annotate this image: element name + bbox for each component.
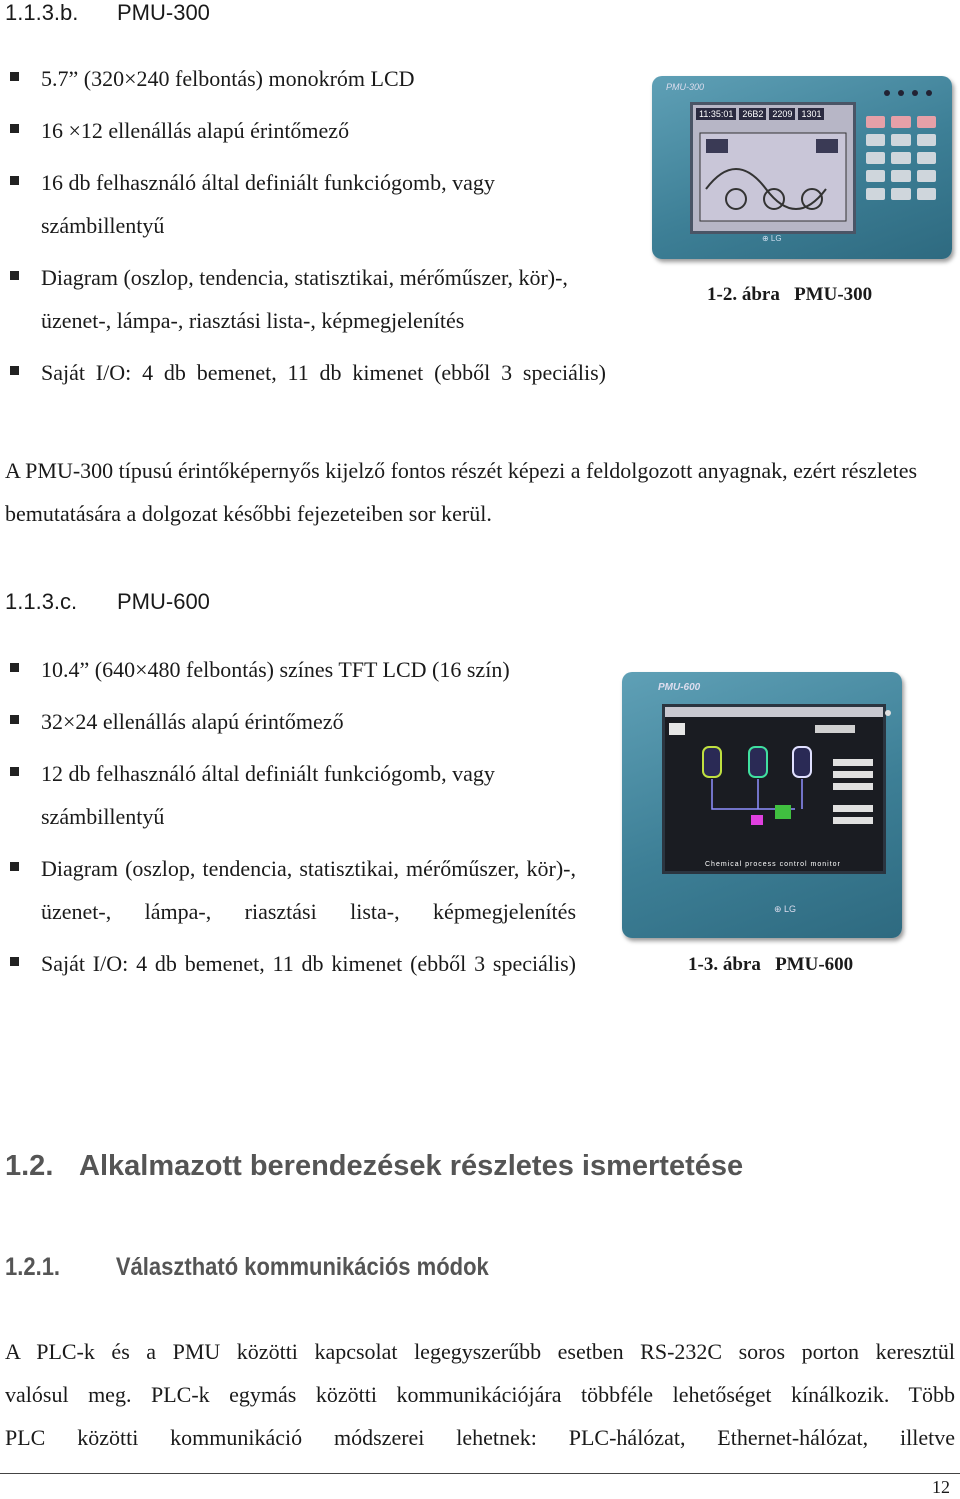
lg-logo-icon: ⊕ LG — [774, 904, 797, 914]
indicator-led — [912, 90, 918, 96]
keypad-key — [866, 116, 885, 128]
keypad-key — [891, 170, 910, 182]
square-bullet-icon — [10, 366, 19, 375]
screen-graphic — [665, 719, 883, 859]
keypad-key — [917, 188, 936, 200]
square-bullet-icon — [10, 72, 19, 81]
pmu300-paragraph: A PMU-300 típusú érintőképernyős kijelző fontos részét képezi a feldolgozott anyagnak, ezért részletes bemutatására a dolgozat későbbi fejezeteiben sor kerül. — [5, 458, 918, 526]
square-bullet-icon — [10, 767, 19, 776]
paragraph-line: valósul meg. PLC-k egymás közötti kommunikációjára többféle lehetőséget kínálkozik. Több — [5, 1382, 955, 1407]
square-bullet-icon — [10, 957, 19, 966]
square-bullet-icon — [10, 124, 19, 133]
keypad-key — [917, 134, 936, 146]
square-bullet-icon — [10, 663, 19, 672]
clock-readout: 11:35:01 — [696, 108, 736, 120]
list-item: Saját I/O: 4 db bemenet, 11 db kimenet (ebből 3 speciális) — [4, 942, 576, 985]
list-item: 10.4” (640×480 felbontás) színes TFT LCD (16 szín) — [4, 648, 576, 691]
device-label: PMU-600 — [658, 682, 701, 693]
section-title: PMU-300 — [117, 0, 210, 25]
function-keypad — [866, 116, 936, 200]
keypad-key — [917, 152, 936, 164]
screen-graphic — [696, 129, 850, 225]
keypad-key — [891, 152, 910, 164]
section-title: Alkalmazott berendezések részletes ismertetése — [79, 1150, 744, 1182]
section-number: 1.2.1. — [5, 1253, 61, 1281]
section-title: PMU-600 — [117, 589, 210, 614]
section-number: 1.1.3.c. — [5, 589, 78, 614]
indicator-led — [898, 90, 904, 96]
list-item: 12 db felhasználó által definiált funkciógomb, vagy számbillentyű — [4, 752, 576, 838]
list-item: 16 ×12 ellenállás alapú érintőmező — [4, 109, 606, 152]
keypad-key — [866, 170, 885, 182]
page-number: 12 — [932, 1477, 950, 1497]
keypad-key — [866, 134, 885, 146]
square-bullet-icon — [10, 715, 19, 724]
section-number: 1.2. — [5, 1150, 54, 1182]
paragraph-line: A PLC-k és a PMU közötti kapcsolat legegyszerűbb esetben RS-232C soros porton keresztül — [5, 1339, 955, 1364]
keypad-key — [891, 134, 910, 146]
section-title: Választható kommunikációs módok — [115, 1253, 489, 1281]
screen-footer-text: Chemical process control monitor — [705, 861, 841, 868]
keypad-key — [866, 188, 885, 200]
section-heading-113b — [5, 0, 210, 26]
pmu300-feature-list — [4, 57, 606, 394]
indicator-led — [926, 90, 932, 96]
section-heading-121 — [5, 1253, 489, 1282]
keypad-key — [866, 152, 885, 164]
figure-caption-1-3: 1-3. ábra PMU-600 — [688, 954, 854, 975]
list-item: 16 db felhasználó által definiált funkciógomb, vagy számbillentyű — [4, 161, 606, 247]
screen-menubar — [665, 707, 883, 717]
list-item: 32×24 ellenállás alapú érintőmező — [4, 700, 576, 743]
pmu600-feature-list — [4, 648, 576, 985]
square-bullet-icon — [10, 862, 19, 871]
keypad-key — [891, 116, 910, 128]
section-heading-12 — [5, 1150, 743, 1183]
indicator-led — [884, 90, 890, 96]
keypad-key — [917, 170, 936, 182]
device-screen — [662, 704, 886, 874]
status-readout: 26B2 — [739, 108, 766, 120]
section-number: 1.1.3.b. — [5, 0, 79, 25]
paragraph-line: PLC közötti kommunikáció módszerei lehetnek: PLC-hálózat, Ethernet-hálózat, illetve — [5, 1425, 955, 1450]
list-item: Diagram (oszlop, tendencia, statisztikai, mérőműszer, kör)-, üzenet-, lámpa-, riasztási lista-, képmegjelenítés — [4, 256, 606, 342]
pmu600-device-image — [622, 672, 902, 938]
device-label: PMU-300 — [666, 82, 705, 92]
square-bullet-icon — [10, 176, 19, 185]
footer-rule — [0, 1473, 960, 1474]
square-bullet-icon — [10, 271, 19, 280]
indicator-led — [885, 710, 891, 716]
list-item: Diagram (oszlop, tendencia, statisztikai, mérőműszer, kör)-, üzenet-, lámpa-, riasztási lista-, képmegjelenítés — [4, 847, 576, 933]
lg-logo-icon: ⊕ LG — [762, 234, 782, 243]
section-heading-113c — [5, 589, 210, 615]
status-readout: 1301 — [798, 108, 824, 120]
figure-caption-1-2: 1-2. ábra PMU-300 — [707, 284, 873, 305]
pmu300-device-image — [652, 76, 952, 259]
keypad-key — [917, 116, 936, 128]
list-item: 5.7” (320×240 felbontás) monokróm LCD — [4, 57, 606, 100]
list-item: Saját I/O: 4 db bemenet, 11 db kimenet (ebből 3 speciális) — [4, 351, 606, 394]
keypad-key — [891, 188, 910, 200]
status-readout: 2209 — [769, 108, 795, 120]
device-screen — [690, 102, 856, 234]
communication-paragraph — [5, 1330, 955, 1459]
